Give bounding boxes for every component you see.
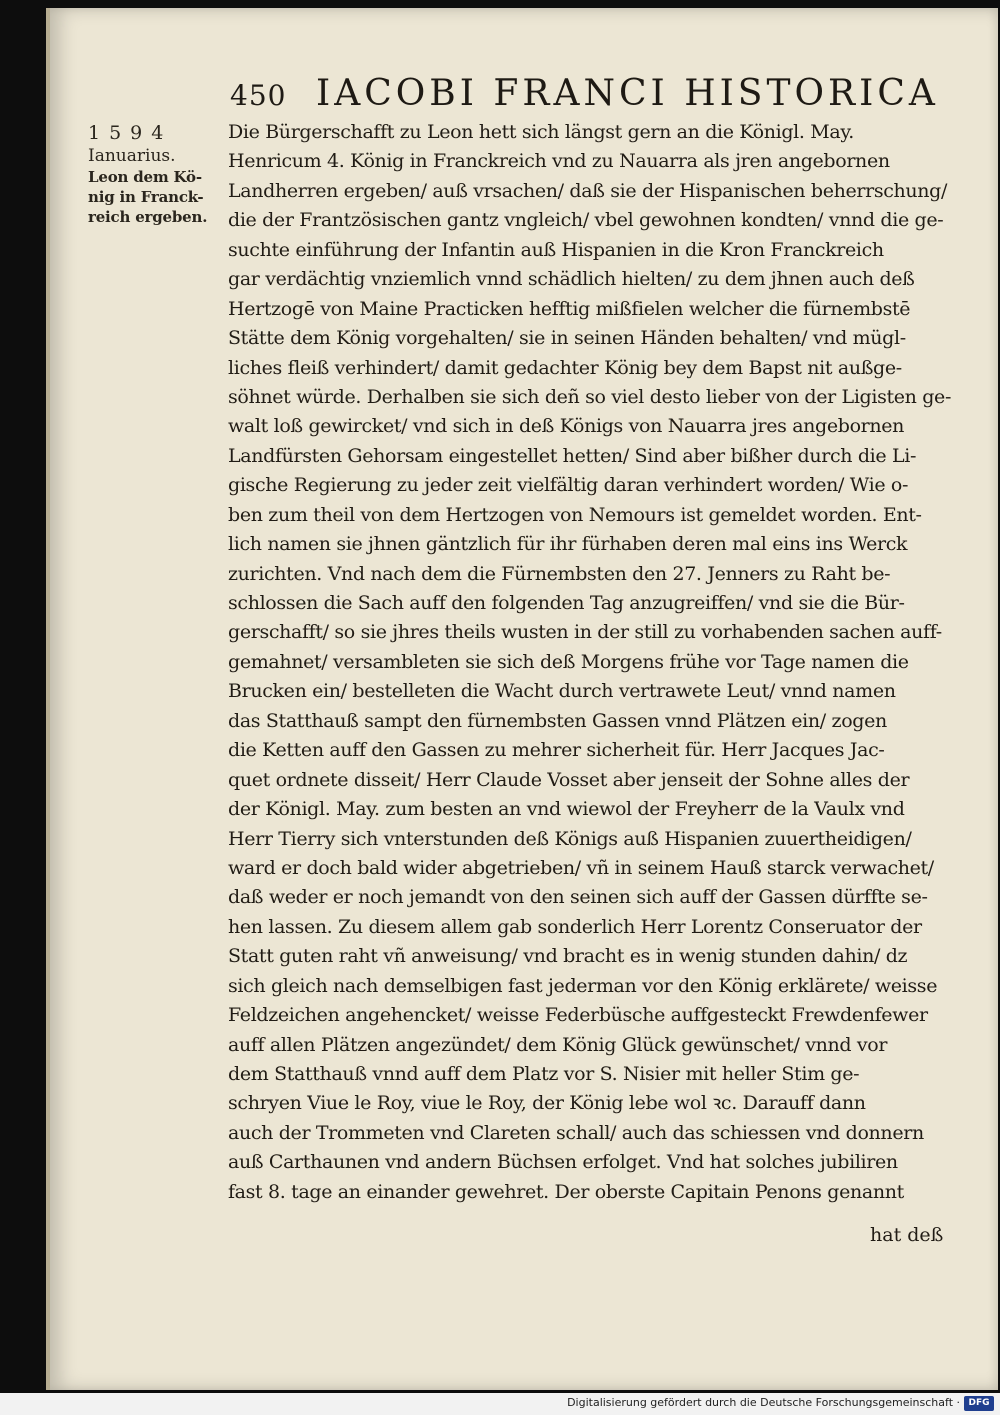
- text-line: ward er doch bald wider abgetrieben/ vñ in seinem Hauß starck verwachet/: [228, 856, 934, 879]
- catchword: hat deß: [870, 1224, 944, 1246]
- text-line: dem Statthauß vnnd auff dem Platz vor S. Nisier mit heller Stim ge-: [228, 1063, 860, 1085]
- text-line: liches fleiß verhindert/ damit gedachter König bey dem Bapst nit außge-: [228, 356, 902, 379]
- text-line: auß Carthaunen vnd andern Büchsen erfolget. Vnd hat solches jubiliren: [228, 1151, 898, 1174]
- text-line: quet ordnete disseit/ Herr Claude Vosset aber jenseit der Sohne alles der: [228, 768, 910, 791]
- text-line: schlossen die Sach auff den folgenden Tag anzugreiffen/ vnd sie die Bür-: [228, 592, 905, 614]
- margin-summary: [88, 167, 224, 227]
- footer-bar: [0, 1393, 1000, 1415]
- text-line: Hertzogē von Maine Practicken hefftig mißfielen welcher die fürnembstē: [228, 297, 911, 320]
- text-line: Landfürsten Gehorsam eingestellet hetten/ Sind aber bißher durch die Li-: [228, 444, 917, 467]
- text-line: sich gleich nach demselbigen fast jederman vor den König erklärete/ weisse: [228, 974, 938, 997]
- text-line: Feldzeichen angehencket/ weisse Federbüsche auffgesteckt Frewdenfewer: [228, 1004, 928, 1027]
- page-number: 450: [230, 79, 287, 112]
- running-title: IACOBI FRANCI HISTORICA: [316, 73, 939, 114]
- text-line: suchte einführung der Infantin auß Hispanien in die Kron Franckreich: [228, 238, 884, 261]
- text-line: Statt guten raht vñ anweisung/ vnd bracht es in wenig stunden dahin/ dz: [228, 945, 908, 968]
- text-line: gemahnet/ versambleten sie sich deß Morgens frühe vor Tage namen die: [228, 650, 909, 673]
- text-line: gar verdächtig vnziemlich vnnd schädlich hielten/ zu dem jhnen auch deß: [228, 268, 915, 291]
- text-line: söhnet würde. Derhalben sie sich deñ so viel desto lieber von der Ligisten ge-: [228, 385, 952, 408]
- text-line: auch der Trommeten vnd Clareten schall/ auch das schiessen vnd donnern: [228, 1121, 924, 1144]
- text-line: walt loß gewircket/ vnd sich in deß Königs von Nauarra jres angebornen: [228, 415, 905, 438]
- text-line: gerschafft/ so sie jhres theils wusten in der still zu vorhabenden sachen auff-: [228, 621, 942, 644]
- funding-credit: Digitalisierung gefördert durch die Deutsche Forschungsgemeinschaft ·: [567, 1396, 960, 1409]
- margin-month: Ianuarius.: [88, 146, 176, 166]
- text-line: Brucken ein/ bestelleten die Wacht durch vertrawete Leut/ vnnd namen: [228, 680, 896, 703]
- text-line: der Königl. May. zum besten an vnd wiewol der Freyherr de la Vaulx vnd: [228, 798, 905, 821]
- text-line: Herr Tierry sich vnterstunden deß Königs auß Hispanien zuuertheidigen/: [228, 827, 912, 850]
- text-line: schryen Viue le Roy, viue le Roy, der König lebe wol ꝛc. Darauff dann: [228, 1092, 866, 1115]
- text-line: Henricum 4. König in Franckreich vnd zu Nauarra als jren angebornen: [228, 150, 890, 173]
- margin-summary-line: nig in Franck-: [88, 188, 204, 206]
- text-line: auff allen Plätzen angezündet/ dem König Glück gewünschet/ vnnd vor: [228, 1033, 888, 1056]
- text-line: Stätte dem König vorgehalten/ sie in seinen Händen behalten/ vnd mügl-: [228, 327, 906, 350]
- text-line: das Statthauß sampt den fürnembsten Gassen vnnd Plätzen ein/ zogen: [228, 709, 887, 732]
- text-line: Landherren ergeben/ auß vrsachen/ daß sie der Hispanischen beherrschung/: [228, 179, 948, 202]
- dfg-logo-icon: DFG: [964, 1396, 994, 1411]
- text-line: gische Regierung zu jeder zeit vielfältig daran verhindert worden/ Wie o-: [228, 474, 909, 497]
- margin-year: 1594: [88, 122, 173, 144]
- text-line: ben zum theil von dem Hertzogen von Nemours ist gemeldet worden. Ent-: [228, 503, 922, 526]
- running-head: [230, 73, 939, 117]
- text-line: zurichten. Vnd nach dem die Fürnembsten den 27. Jenners zu Raht be-: [228, 562, 891, 585]
- text-line: lich namen sie jhnen gäntzlich für ihr fürhaben deren mal eins ins Werck: [228, 533, 908, 556]
- text-line: hen lassen. Zu diesem allem gab sonderlich Herr Lorentz Conseruator der: [228, 915, 922, 938]
- margin-note: [88, 122, 224, 227]
- margin-summary-line: Leon dem Kö-: [88, 168, 202, 186]
- text-line: daß weder er noch jemandt von den seinen sich auff der Gassen dürffte se-: [228, 886, 928, 909]
- text-line: fast 8. tage an einander gewehret. Der oberste Capitain Penons genannt: [228, 1180, 904, 1203]
- body-text: [228, 118, 952, 1207]
- text-line: die der Frantzösischen gantz vngleich/ vbel gewohnen kondten/ vnnd die ge-: [228, 209, 944, 232]
- margin-summary-line: reich ergeben.: [88, 208, 208, 226]
- text-line: die Ketten auff den Gassen zu mehrer sicherheit für. Herr Jacques Jac-: [228, 739, 885, 762]
- text-line: Die Bürgerschafft zu Leon hett sich längst gern an die Königl. May.: [228, 121, 854, 143]
